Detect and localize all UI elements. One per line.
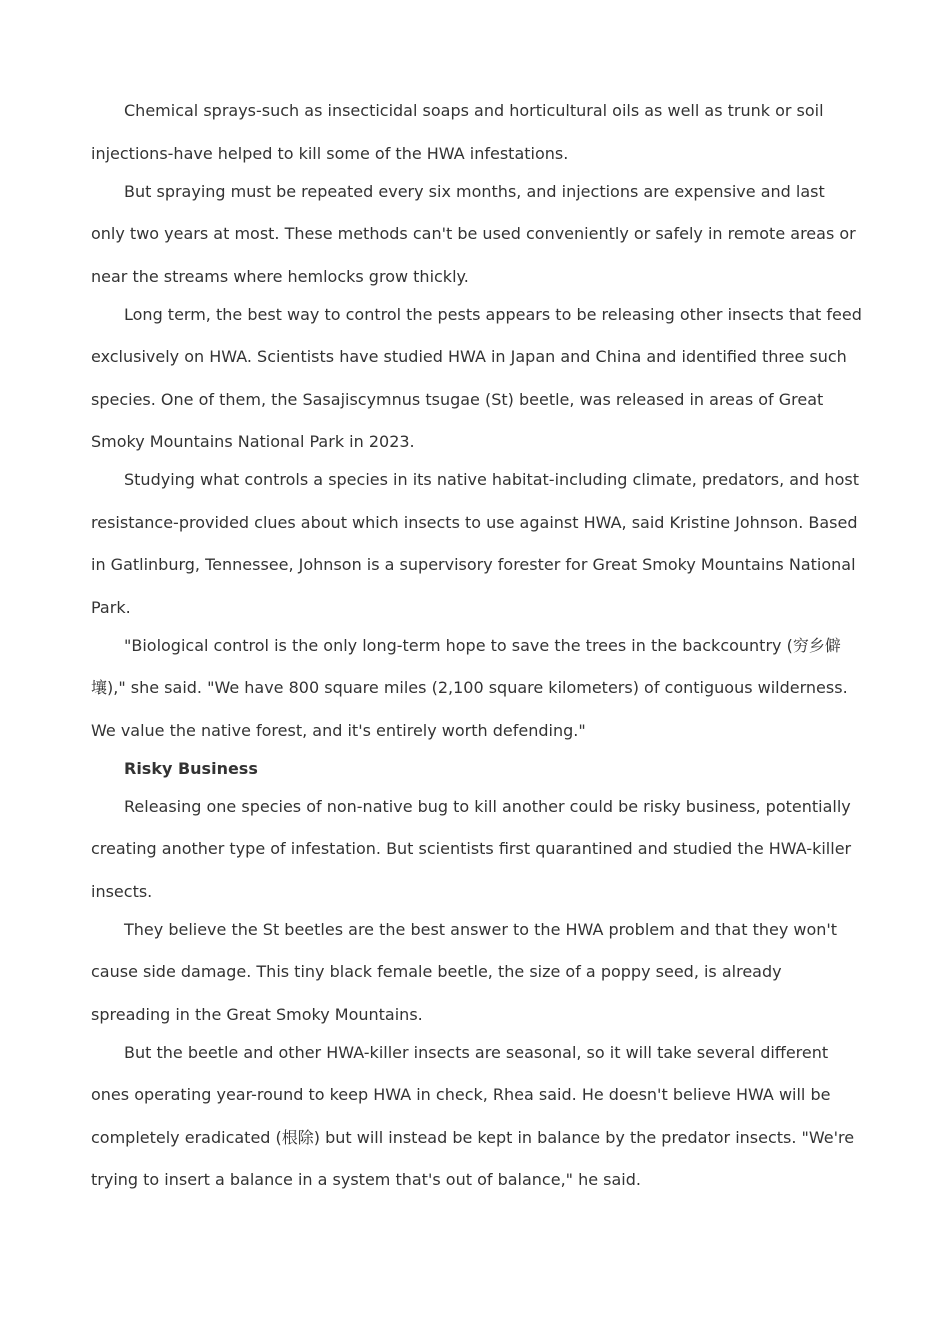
document-body	[91, 90, 863, 1197]
paragraph: Long term, the best way to control the pests appears to be releasing other insects that feed exclusively on HWA. Scientists have studied HWA in Japan and China and identified three such species. One of them, the Sasajiscymnus tsugae (St) beetle, was released in areas of Great Smoky Mountains National Park in 2023.	[91, 304, 862, 451]
paragraph: "Biological control is the only long-term hope to save the trees in the backcountry (穷乡僻壤)," she said. "We have 800 square miles (2,100 square kilometers) of contiguous wilderness. We value the native forest, and it's entirely worth defending."	[91, 635, 848, 740]
paragraph: Releasing one species of non-native bug to kill another could be risky business, potentially creating another type of infestation. But scientists first quarantined and studied the HWA-killer insects.	[91, 796, 852, 901]
paragraph: But the beetle and other HWA-killer insects are seasonal, so it will take several different ones operating year-round to keep HWA in check, Rhea said. He doesn't believe HWA will be completely eradicated (根除) but will instead be kept in balance by the predator insects. "We're trying to insert a balance in a system that's out of balance," he said.	[91, 1042, 855, 1189]
section-heading: Risky Business	[124, 758, 258, 778]
paragraph: Chemical sprays-such as insecticidal soaps and horticultural oils as well as trunk or soil injections-have helped to kill some of the HWA infestations.	[91, 101, 824, 163]
paragraph: But spraying must be repeated every six months, and injections are expensive and last only two years at most. These methods can't be used conveniently or safely in remote areas or near the streams where hemlocks grow thickly.	[91, 181, 856, 286]
paragraph: They believe the St beetles are the best answer to the HWA problem and that they won't cause side damage. This tiny black female beetle, the size of a poppy seed, is already spreading in the Great Smoky Mountains.	[91, 919, 838, 1024]
paragraph: Studying what controls a species in its native habitat-including climate, predators, and host resistance-provided clues about which insects to use against HWA, said Kristine Johnson. Based in Gatlinburg, Tennessee, Johnson is a supervisory forester for Great Smoky Mountains National Park.	[91, 470, 859, 617]
